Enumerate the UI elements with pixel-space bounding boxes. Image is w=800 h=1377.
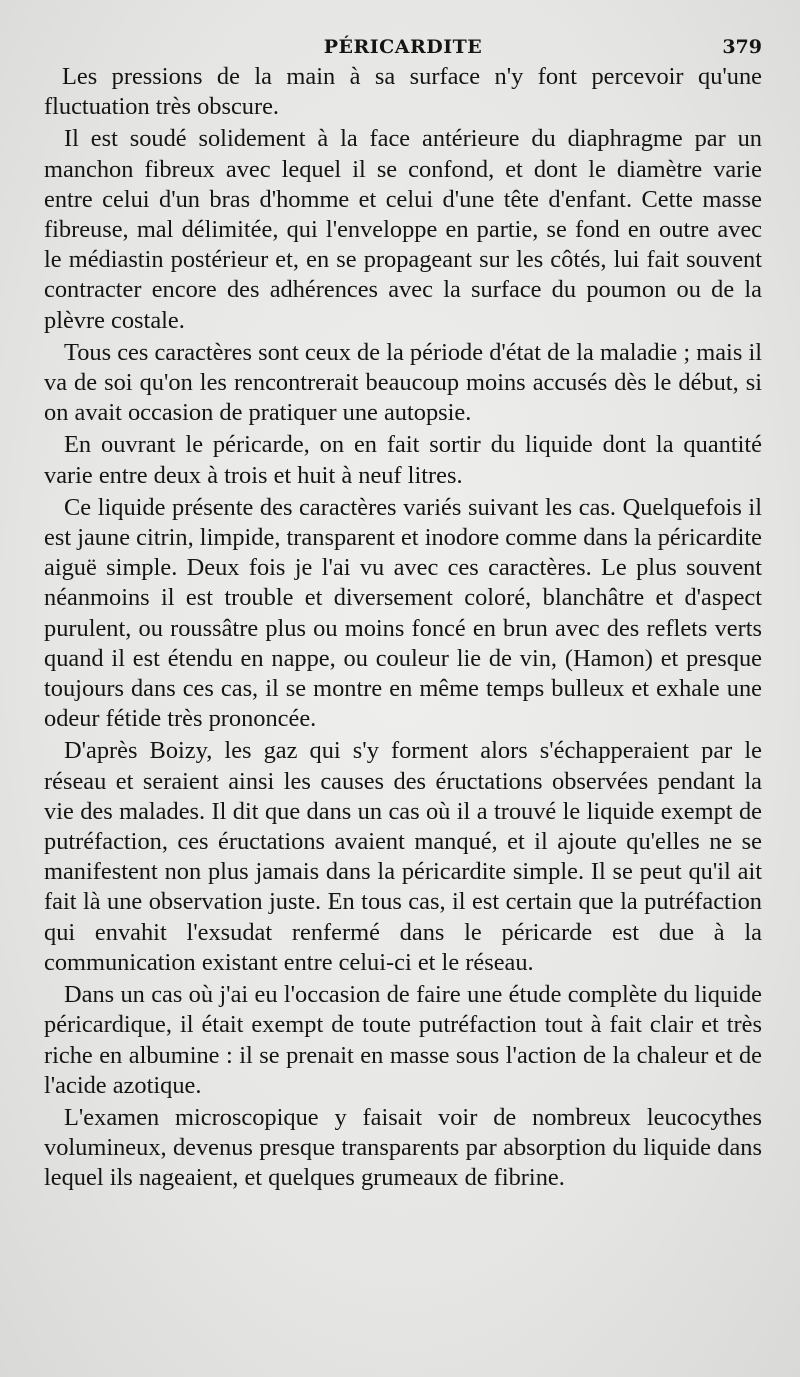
paragraph-4: En ouvrant le péricarde, on en fait sortir du liquide dont la quantité varie entre deux à trois et huit à neuf litres.	[44, 431, 762, 489]
body-text	[44, 62, 762, 1194]
paragraph-5: Ce liquide présente des caractères variés suivant les cas. Quelquefois il est jaune citrin, limpide, transparent et inodore comme dans la péricardite aiguë simple. Deux fois je l'ai vu avec ces caractères. Le plus souvent néanmoins il est trouble et diversement coloré, blanchâtre et d'aspect purulent, ou roussâtre plus ou moins foncé en brun avec des reflets verts quand il est étendu en nappe, ou couleur lie de vin, (Hamon) et presque toujours dans ces cas, il se montre en même temps bulleux et exhale une odeur fétide très prononcée.	[44, 493, 762, 733]
paragraph-8: L'examen microscopique y faisait voir de nombreux leucocythes volumineux, devenus presque transparents par absorption du liquide dans lequel ils nageaient, et quelques grumeaux de fibrine.	[44, 1103, 762, 1192]
paragraph-2: Il est soudé solidement à la face antérieure du diaphragme par un manchon fibreux avec lequel il se confond, et dont le diamètre varie entre celui d'un bras d'homme et celui d'une tête d'enfant. Cette masse fibreuse, mal délimitée, qui l'enveloppe en partie, se fond en outre avec le médiastin postérieur et, en se propageant sur les côtés, lui fait souvent contracter encore des adhérences avec la surface du poumon ou de la plèvre costale.	[44, 125, 762, 334]
page-header	[44, 0, 762, 62]
page-number: 379	[722, 36, 762, 58]
paragraph-1: Les pressions de la main à sa surface n'y font percevoir qu'une fluctuation très obscure.	[44, 63, 762, 121]
paragraph-6: D'après Boizy, les gaz qui s'y forment alors s'échapperaient par le réseau et seraient ainsi les causes des éructations observées pendant la vie des malades. Il dit que dans un cas où il a trouvé le liquide exempt de putréfaction, ces éructations avaient manqué, et il ajoute qu'elles ne se manifestent non plus jamais dans la péricardite simple. Il se peut qu'il ait fait là une observation juste. En tous cas, il est certain que la putréfaction qui envahit l'exsudat renfermé dans le péricarde est due à la communication existant entre celui-ci et le réseau.	[44, 737, 762, 976]
paragraph-3: Tous ces caractères sont ceux de la période d'état de la maladie ; mais il va de soi qu'on les rencontrerait beaucoup moins accusés dès le début, si on avait occasion de pratiquer une autopsie.	[44, 338, 762, 427]
paragraph-7: Dans un cas où j'ai eu l'occasion de faire une étude complète du liquide péricardique, il était exempt de toute putréfaction tout à fait clair et très riche en albumine : il se prenait en masse sous l'action de la chaleur et de l'acide azotique.	[44, 981, 762, 1099]
running-title: PÉRICARDITE	[323, 36, 483, 58]
